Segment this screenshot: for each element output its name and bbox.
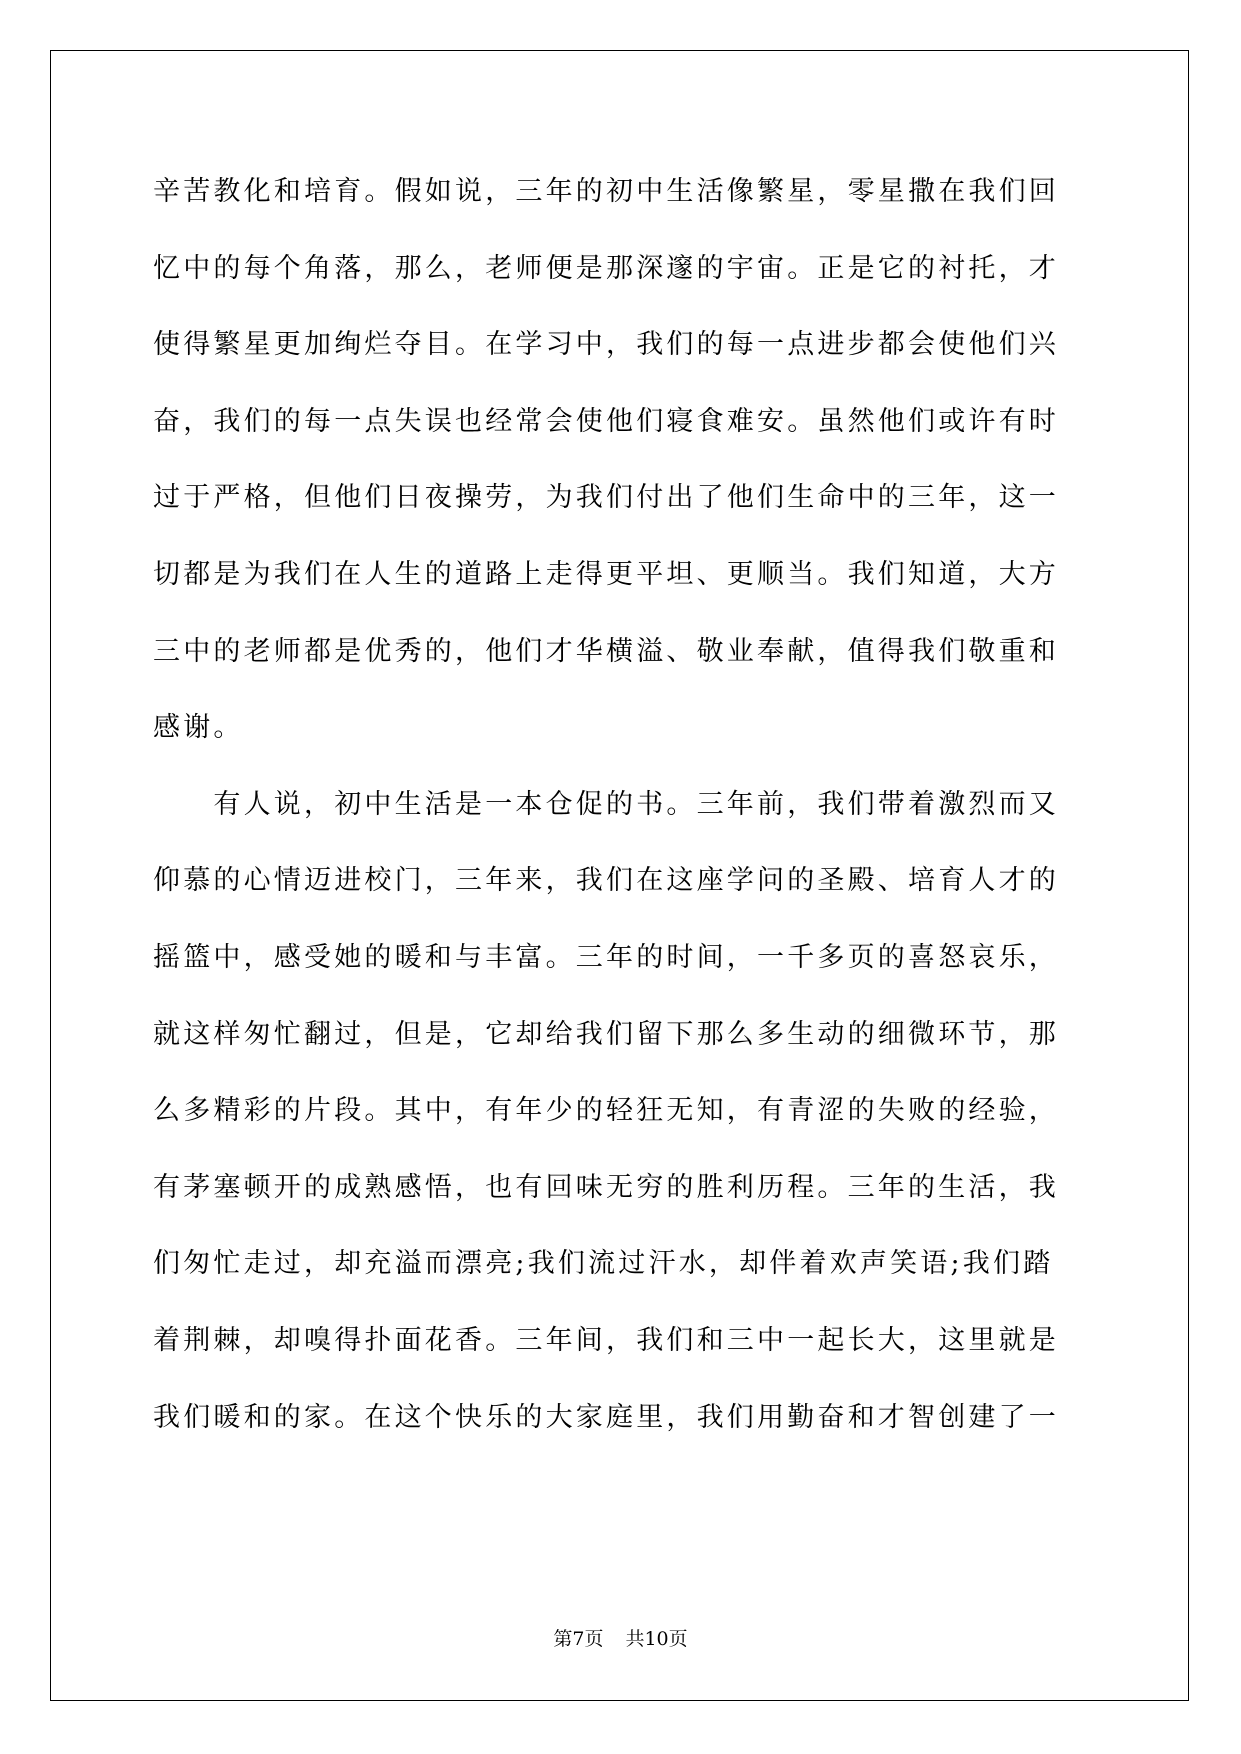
text-line: 摇篮中，感受她的暖和与丰富。三年的时间，一千多页的喜怒哀乐， (153, 941, 1059, 973)
text-line: 着荆棘，却嗅得扑面花香。三年间，我们和三中一起长大，这里就是 (153, 1324, 1059, 1356)
paragraph-2 (153, 767, 1093, 1456)
text-line: 有人说，初中生活是一本仓促的书。三年前，我们带着激烈而又 (153, 788, 1059, 820)
text-line: 过于严格，但他们日夜操劳，为我们付出了他们生命中的三年，这一 (153, 482, 1059, 514)
text-line: 有茅塞顿开的成熟感悟，也有回味无穷的胜利历程。三年的生活，我 (153, 1171, 1059, 1203)
text-line: 仰慕的心情迈进校门，三年来，我们在这座学问的圣殿、培育人才的 (153, 865, 1059, 897)
text-line: 们匆忙走过，却充溢而漂亮;我们流过汗水，却伴着欢声笑语;我们踏 (153, 1248, 1054, 1280)
text-line: 感谢。 (153, 712, 244, 744)
text-line: 三中的老师都是优秀的，他们才华横溢、敬业奉献，值得我们敬重和 (153, 635, 1059, 667)
text-line: 奋，我们的每一点失误也经常会使他们寝食难安。虽然他们或许有时 (153, 405, 1059, 437)
page-total: 共10页 (625, 1628, 688, 1650)
text-line: 我们暖和的家。在这个快乐的大家庭里，我们用勤奋和才智创建了一 (153, 1401, 1059, 1433)
text-line: 辛苦教化和培育。假如说，三年的初中生活像繁星，零星撒在我们回 (153, 176, 1059, 207)
text-line: 使得繁星更加绚烂夺目。在学习中，我们的每一点进步都会使他们兴 (153, 329, 1059, 361)
paragraph-1 (153, 154, 1093, 767)
body-text (153, 154, 1093, 1456)
text-line: 切都是为我们在人生的道路上走得更平坦、更顺当。我们知道，大方 (153, 558, 1059, 590)
page-footer (0, 1624, 1241, 1651)
text-line: 忆中的每个角落，那么，老师便是那深邃的宇宙。正是它的衬托，才 (153, 252, 1059, 284)
page-number: 第7页 (553, 1628, 604, 1650)
text-line: 么多精彩的片段。其中，有年少的轻狂无知，有青涩的失败的经验， (153, 1095, 1059, 1127)
text-line: 就这样匆忙翻过，但是，它却给我们留下那么多生动的细微环节，那 (153, 1018, 1059, 1050)
